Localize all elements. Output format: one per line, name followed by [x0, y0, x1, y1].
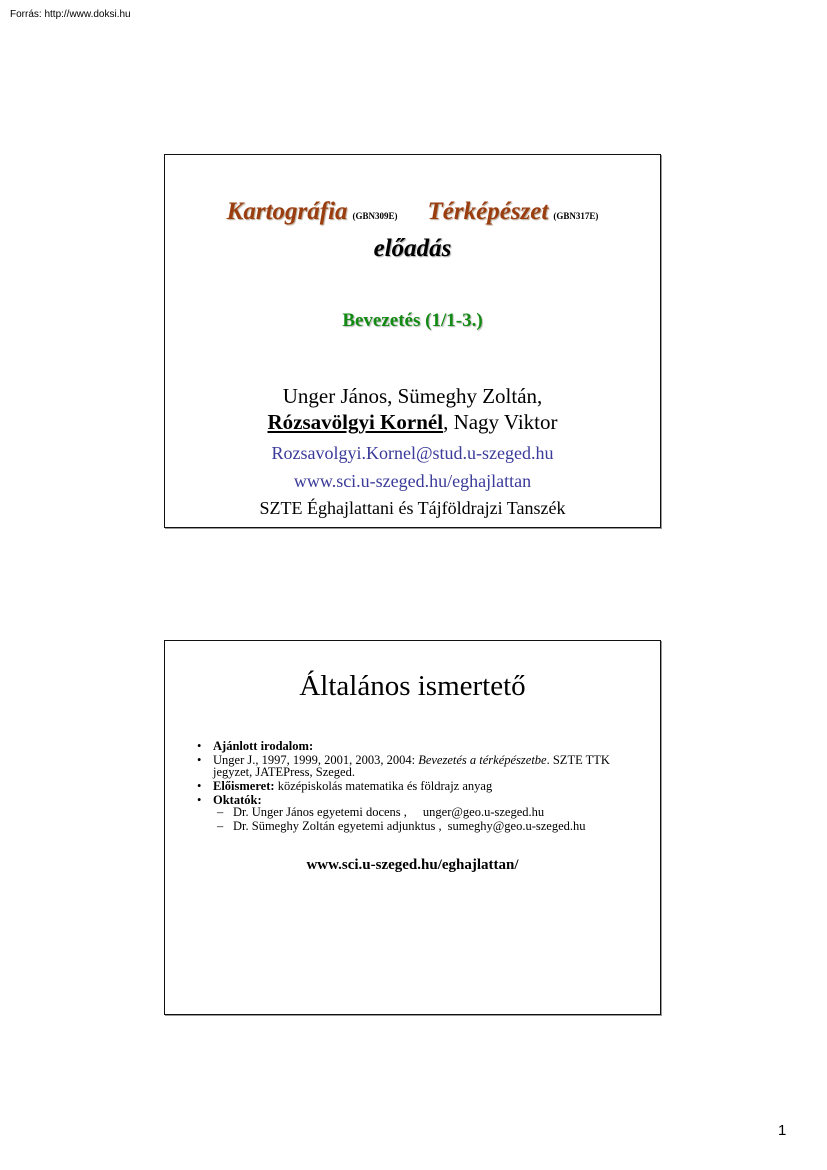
- course-code-2: (GBN317E): [553, 211, 599, 221]
- bullet-icon: •: [197, 793, 202, 807]
- course-title-terkepeszet: Térképészet: [427, 198, 549, 225]
- lecture-subtitle: előadás: [373, 235, 452, 262]
- highlighted-author: Rózsavölgyi Kornél: [267, 410, 444, 434]
- department-website-link[interactable]: www.sci.u-szeged.hu/eghajlattan/: [306, 857, 519, 873]
- course-code-1: (GBN309E): [352, 211, 398, 221]
- teacher-email[interactable]: sumeghy@geo.u-szeged.hu: [447, 819, 586, 833]
- source-note: Forrás: http://www.doksi.hu: [10, 9, 131, 20]
- department-name: SZTE Éghajlattani és Tájföldrajzi Tanszék: [259, 498, 566, 518]
- overview-title: Általános ismertető: [299, 670, 526, 702]
- page-number: 1: [778, 1122, 787, 1139]
- overview-list: [197, 740, 647, 834]
- teachers-list: [213, 806, 647, 832]
- list-item: • Előismeret: középiskolás matematika és földrajz anyag: [197, 779, 493, 793]
- course-title-row: [164, 198, 661, 226]
- teacher-item: – Dr. Unger János egyetemi docens , unger@geo.u-szeged.hu: [217, 805, 545, 819]
- teacher-item: – Dr. Sümeghy Zoltán egyetemi adjunktus , sumeghy@geo.u-szeged.hu: [217, 819, 586, 833]
- dash-icon: –: [217, 805, 224, 819]
- dash-icon: –: [217, 819, 224, 833]
- course-title-kartografia: Kartográfia: [226, 198, 348, 225]
- bullet-icon: •: [197, 739, 202, 753]
- section-title: Bevezetés (1/1-3.): [342, 310, 483, 331]
- list-item: • Ajánlott irodalom:: [197, 739, 314, 753]
- contact-email-link[interactable]: Rozsavolgyi.Kornel@stud.u-szeged.hu: [271, 443, 554, 463]
- authors-line-2: [164, 409, 661, 435]
- list-item: • Unger J., 1997, 1999, 2001, 2003, 2004: Bevezetés a térképészetbe. SZTE TTK jegyzet, JATEPress, Szeged.: [197, 753, 610, 779]
- website-link[interactable]: www.sci.u-szeged.hu/eghajlattan: [293, 471, 532, 491]
- authors-line-2-rest: , Nagy Viktor: [443, 410, 558, 434]
- authors-line-1: Unger János, Sümeghy Zoltán,: [282, 384, 543, 408]
- bullet-icon: •: [197, 779, 202, 793]
- teacher-email[interactable]: unger@geo.u-szeged.hu: [422, 805, 545, 819]
- list-item: • Oktatók: – Dr. Unger János egyetemi docens , unger@geo.u-szeged.hu – Dr. Sümeghy Zoltán egyetemi adjunktus , sumeghy@geo.u-szeged.hu: [197, 794, 647, 832]
- bullet-icon: •: [197, 753, 202, 767]
- authors: [164, 383, 661, 435]
